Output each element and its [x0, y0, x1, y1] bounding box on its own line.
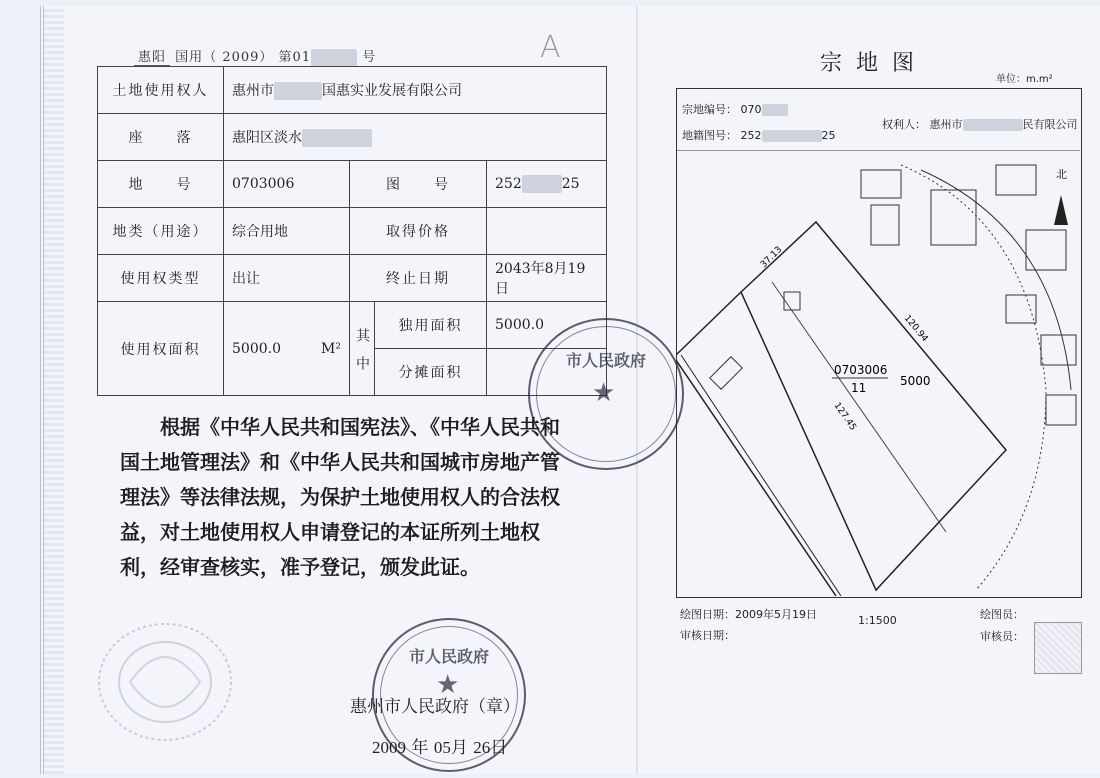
building-outline: [931, 190, 976, 245]
review-date-label: 审核日期：: [680, 629, 735, 642]
location-value-text: 惠阳区淡水: [232, 130, 302, 146]
right-type-label: 使用权类型: [98, 255, 224, 302]
serial-year: 2009: [222, 50, 260, 65]
parcel-drawing: [676, 150, 1080, 596]
map-sheet-value-b: 25: [821, 129, 836, 142]
map-no-value-b: 25: [561, 176, 580, 192]
binding-strip: [44, 6, 64, 774]
issue-month: 05: [433, 738, 451, 757]
draw-date-value: 2009年5月19日: [735, 608, 817, 621]
issue-day: 26: [473, 738, 491, 757]
dimension-diagonal: 127.45: [831, 400, 858, 433]
parcel-boundary: [741, 222, 1006, 590]
inner-line: [772, 282, 946, 532]
issuer-line: 惠州市人民政府（章）: [350, 697, 520, 717]
serial-line: 惠阳 国用（ 2009） 第01 号: [134, 46, 376, 67]
holder-value-a: 惠州市: [232, 83, 274, 99]
map-sheet-value-a: 252: [740, 129, 762, 142]
issue-day-unit: 日: [490, 738, 508, 758]
boundary-line: [676, 360, 836, 596]
holder-value: [224, 67, 607, 114]
draw-date: [680, 606, 817, 622]
seal-star-icon: ★: [436, 670, 460, 700]
certificate-table: [97, 66, 607, 396]
map-title: 宗地图: [820, 51, 929, 76]
issue-year: 2009: [372, 738, 406, 757]
building-outline: [1006, 295, 1036, 323]
seal-text: 市人民政府: [408, 647, 489, 666]
table-row: [98, 161, 607, 208]
area-label: 使用权面积: [98, 302, 224, 396]
issue-month-unit: 月: [450, 738, 468, 758]
government-seal-1: [528, 318, 684, 470]
road-edge: [921, 170, 1071, 390]
table-row: [98, 302, 607, 349]
dimension-right: 120.94: [901, 313, 930, 345]
parcel-label-denominator: 11: [851, 381, 867, 395]
map-unit: 单位：m.m²: [996, 74, 1053, 85]
issue-date: [372, 733, 507, 758]
serial-mid: 第01: [278, 50, 312, 65]
boundary-line: [681, 355, 841, 596]
building-outline: [1041, 335, 1076, 365]
map-owner-label: 权利人：: [882, 118, 926, 131]
serial-type: 国用: [175, 50, 204, 65]
redaction: [762, 104, 788, 116]
map-owner-value-b: 民有限公司: [1022, 118, 1078, 131]
parcel-code-value: 070: [740, 103, 762, 116]
legal-statement: 根据《中华人民共和国宪法》、《中华人民共和国土地管理法》和《中华人民共和国城市房地产管理法》等法律法规，为保护土地使用权人的合法权益，对土地使用权人申请登记的本证所列土地权利，经审查核实，准予登记，颁发此证。: [120, 415, 560, 579]
map-owner: [882, 116, 1078, 132]
right-type-value: 出让: [224, 255, 350, 302]
seal-star-icon: ★: [592, 378, 616, 408]
redaction: [963, 119, 1023, 131]
dimension-top: 37.13: [759, 244, 785, 271]
holder-label: 土地使用权人: [98, 67, 224, 114]
parcel-label-numerator: 0703006: [834, 363, 888, 377]
price-value: [487, 208, 607, 255]
end-date-label: 终止日期: [350, 255, 487, 302]
parcel-code: [682, 101, 788, 117]
exclusive-area-label: 独用面积: [375, 302, 487, 349]
location-label: 座 落: [98, 114, 224, 161]
map-sheet-no: [682, 127, 836, 143]
north-arrow-icon: [1054, 195, 1068, 225]
security-emblem-icon: [90, 612, 240, 752]
land-class-value: 综合用地: [224, 208, 350, 255]
table-row: [98, 255, 607, 302]
redaction: [522, 175, 562, 193]
area-unit: M²: [321, 340, 341, 357]
map-sheet-label: 地籍图号：: [682, 129, 737, 142]
map-no-label: 图 号: [350, 161, 487, 208]
building-outline: [861, 170, 901, 198]
reviewer-stamp: [1034, 622, 1082, 674]
shared-area-label: 分摊面积: [375, 349, 487, 396]
map-scale: 1:1500: [858, 614, 897, 627]
price-label: 取得价格: [350, 208, 487, 255]
boundary-line: [676, 292, 741, 355]
building-outline: [996, 165, 1036, 195]
exclusive-area-value: 5000.0: [487, 302, 607, 349]
redaction: [302, 129, 372, 147]
area-value: 5000.0: [232, 340, 281, 357]
lot-no-label: 地 号: [98, 161, 224, 208]
map-no-value: [487, 161, 607, 208]
area-value-cell: [224, 302, 350, 396]
draw-date-label: 绘图日期：: [680, 608, 735, 621]
small-structure: [784, 292, 800, 310]
drawer-label: 绘图员：: [980, 608, 1024, 621]
parcel-area-label: 5000: [900, 374, 931, 388]
parcel-code-label: 宗地编号：: [682, 103, 737, 116]
land-class-label: 地类（用途）: [98, 208, 224, 255]
map-owner-value-a: 惠州市: [929, 118, 963, 131]
issue-year-unit: 年: [411, 738, 429, 758]
lot-no-value: 0703006: [224, 161, 350, 208]
building-outline: [1046, 395, 1076, 425]
end-date-value: 2043年8月19日: [487, 255, 607, 302]
reviewer-label: 审核员：: [980, 630, 1024, 643]
table-row: [98, 208, 607, 255]
redaction: [762, 130, 822, 142]
among-label: 其 中: [350, 302, 375, 396]
serial-prefix: 惠阳: [134, 50, 170, 66]
holder-value-b: 国惠实业发展有限公司: [322, 83, 462, 99]
location-value: [224, 114, 607, 161]
map-no-value-a: 252: [495, 176, 522, 192]
building-outline: [871, 205, 899, 245]
small-structure: [710, 357, 743, 390]
table-row: [98, 114, 607, 161]
table-row: [98, 67, 607, 114]
corner-mark: A: [540, 30, 561, 65]
redaction: [274, 82, 322, 100]
seal-text: 市人民政府: [565, 351, 646, 370]
redaction: [311, 49, 357, 67]
serial-suffix: 号: [362, 50, 377, 65]
north-label: 北: [1056, 168, 1067, 181]
